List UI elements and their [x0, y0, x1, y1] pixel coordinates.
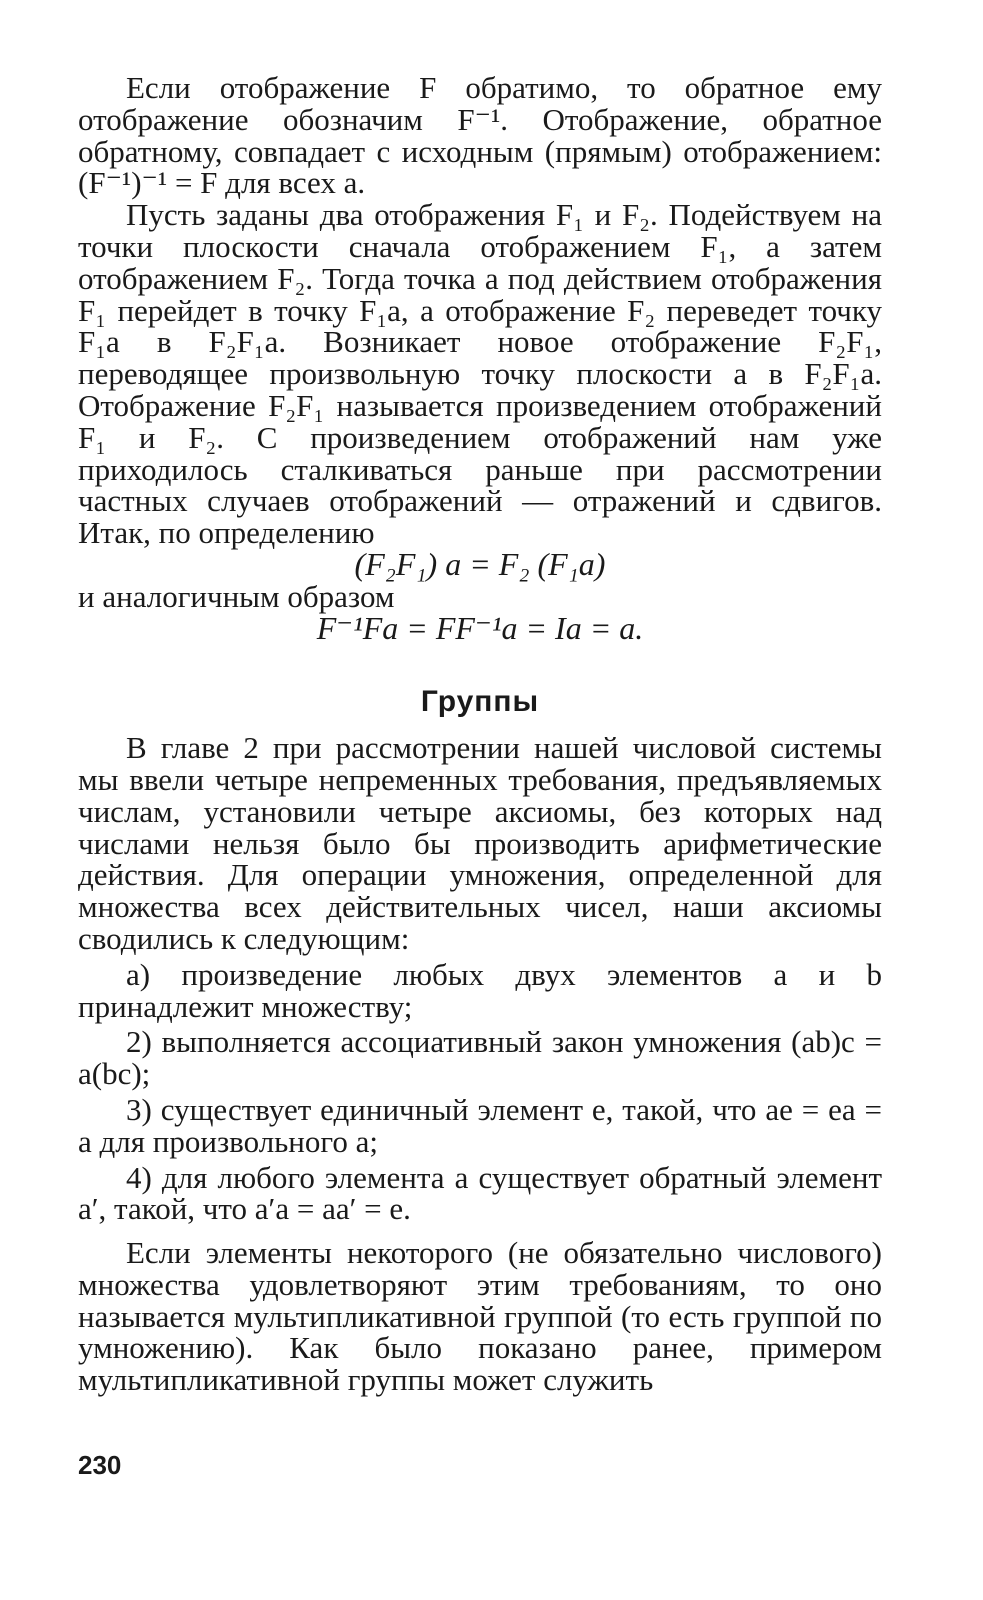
paragraph-product-of-mappings: Пусть заданы два отображения F₁ и F₂. Подействуем на точки плоскости сначала отображением F₁, а затем отображением F₂. Тогда точка a под действием отображения F₁ перейдет в точку F₁a, а отображение F₂ переведет точку F₁a в F₂F₁a. Возникает новое отображение F₂F₁, переводящее произвольную точку плоскости a в F₂F₁a. Отображение F₂F₁ называется произведением отображений F₁ и F₂. С произведением отображений нам уже приходилось сталкиваться раньше при рассмотрении частных случаев отображений — отражений и сдвигов. Итак, по определению — [78, 197, 882, 551]
paragraph-axioms-intro: В главе 2 при рассмотрении нашей числовой системы мы ввели четыре непременных требования, предъявляемых числам, установили четыре аксиомы, без которых над числами нельзя было бы производить арифметические действия. Для операции умножения, определенной для множества всех действительных чисел, наши аксиомы сводились к следующим: — [78, 730, 882, 956]
axiom-list-item: 3) существует единичный элемент e, такой, что ae = ea = a для произвольного a; — [78, 1091, 882, 1159]
paragraph-group-definition: Если элементы некоторого (не обязательно числового) множества удовлетворяют этим требованиям, то оно называется мультипликативной группой (то есть группой по умножению). Как было показано ранее, примером мультипликативной группы может служить — [78, 1235, 882, 1398]
axiom-list-item: 4) для любого элемента a существует обратный элемент a′, такой, что a′a = aa′ = e. — [78, 1159, 882, 1227]
axiom-list-item: а) произведение любых двух элементов a и b принадлежит множеству; — [78, 956, 882, 1024]
page-number: 230 — [78, 1450, 122, 1480]
text-block — [78, 72, 882, 1396]
paragraph-inverse-mapping: Если отображение F обратимо, то обратное ему отображение обозначим F⁻¹. Отображение, обратное обратному, совпадает с исходным (прямым) отображением: (F⁻¹)⁻¹ = F для всех a. — [78, 70, 882, 201]
section-heading: Группы — [420, 685, 540, 719]
axiom-list-item: 2) выполняется ассоциативный закон умножения (ab)c = a(bc); — [78, 1024, 882, 1092]
formula-inverse-identity: F⁻¹Fa = FF⁻¹a = Ia = a. — [316, 609, 644, 646]
paragraph-analogous: и аналогичным образом — [78, 578, 395, 614]
formula-product: (F₂F₁) a = F₂ (F₁a) — [354, 545, 606, 582]
